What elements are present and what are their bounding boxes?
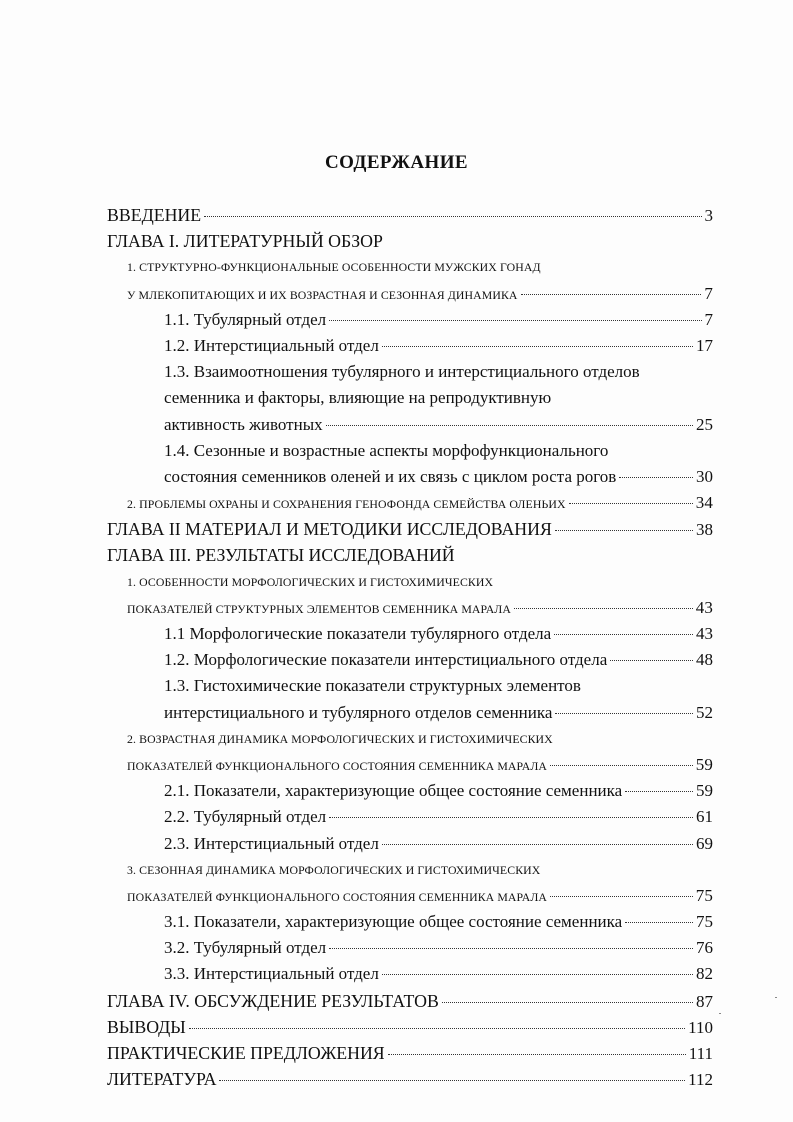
page-number: 7 <box>704 283 713 303</box>
page-number: 75 <box>696 912 713 932</box>
page-number: 34 <box>695 493 713 513</box>
toc-subsection[interactable]: 1.1 Морфологические показатели тубулярного отдела 43 <box>107 621 713 647</box>
scan-speck <box>775 997 777 998</box>
dot-leader <box>569 502 693 504</box>
toc-subsection[interactable]: 1.2. Интерстициальный отдел 17 <box>107 333 713 359</box>
toc-section-1-1-end[interactable]: У МЛЕКОПИТАЮЩИХ И ИХ ВОЗРАСТНАЯ И СЕЗОННАЯ ДИНАМИКА 7 <box>107 281 713 307</box>
page-number: 43 <box>696 624 713 643</box>
dot-leader <box>521 293 702 295</box>
toc-conclusions[interactable]: ВЫВОДЫ 110 <box>107 1014 713 1040</box>
toc-section-3-2-end[interactable]: ПОКАЗАТЕЛЕЙ ФУНКЦИОНАЛЬНОГО СОСТОЯНИЯ СЕМЕННИКА МАРАЛА 59 <box>107 752 713 778</box>
toc-subsection[interactable]: 3.1. Показатели, характеризующие общее состояние семенника 75 <box>107 909 713 935</box>
toc-section-3-1-end[interactable]: ПОКАЗАТЕЛЕЙ СТРУКТУРНЫХ ЭЛЕМЕНТОВ СЕМЕННИКА МАРАЛА 43 <box>107 595 713 621</box>
toc-subsection[interactable]: 2.1. Показатели, характеризующие общее состояние семенника 59 <box>107 778 713 804</box>
page-number: 43 <box>695 597 713 617</box>
dot-leader <box>550 895 693 897</box>
page-number: 61 <box>696 807 713 827</box>
toc-subsection[interactable]: состояния семенников оленей и их связь с циклом роста рогов 30 <box>107 464 713 490</box>
dot-leader <box>388 1053 686 1055</box>
toc-subsection[interactable]: 3.2. Тубулярный отдел 76 <box>107 935 713 961</box>
dot-leader <box>326 424 693 426</box>
page-number: 30 <box>696 466 713 486</box>
page-number: 75 <box>695 885 713 905</box>
page-number: 59 <box>696 781 713 801</box>
toc-subsection[interactable]: 2.2. Тубулярный отдел 61 <box>107 804 713 830</box>
dot-leader <box>189 1027 685 1029</box>
toc-subsection[interactable]: 3.3. Интерстициальный отдел 82 <box>107 961 713 987</box>
page-number: 112 <box>688 1070 713 1090</box>
toc-subsection-line: 1.4. Сезонные и возрастные аспекты морфофункционального <box>164 440 609 460</box>
dot-leader <box>555 529 693 531</box>
dot-leader <box>619 476 693 478</box>
toc-subsection[interactable]: 2.3. Интерстициальный отдел 69 <box>107 831 713 857</box>
dot-leader <box>514 607 693 609</box>
toc-subsection[interactable]: 1.1. Тубулярный отдел 7 <box>107 307 713 333</box>
page-number: 82 <box>696 964 713 984</box>
toc-practical-proposals[interactable]: ПРАКТИЧЕСКИЕ ПРЕДЛОЖЕНИЯ 111 <box>107 1040 713 1066</box>
toc-chapter-2[interactable]: ГЛАВА II МАТЕРИАЛ И МЕТОДИКИ ИССЛЕДОВАНИЯ 38 <box>107 516 713 542</box>
toc-chapter-3[interactable]: ГЛАВА III. РЕЗУЛЬТАТЫ ИССЛЕДОВАНИЙ <box>107 545 455 566</box>
page-number: 25 <box>696 414 713 434</box>
page-number: 76 <box>696 938 713 958</box>
dot-leader <box>625 790 693 792</box>
toc-subsection-line: 1.3. Гистохимические показатели структурных элементов <box>164 676 581 696</box>
page-number: 87 <box>696 991 713 1011</box>
page-number: 3 <box>704 206 713 225</box>
toc-subsection[interactable]: 1.2. Морфологические показатели интерстициального отдела 48 <box>107 647 713 673</box>
toc-chapter-4[interactable]: ГЛАВА IV. ОБСУЖДЕНИЕ РЕЗУЛЬТАТОВ 87 <box>107 988 713 1014</box>
dot-leader <box>204 215 701 217</box>
toc-entry-introduction[interactable]: ВВЕДЕНИЕ 3 <box>107 202 713 228</box>
toc-section-3-3: 3. СЕЗОННАЯ ДИНАМИКА МОРФОЛОГИЧЕСКИХ И ГИСТОХИМИЧЕСКИХ <box>127 862 541 877</box>
toc-subsection[interactable]: интерстициального и тубулярного отделов семенника 52 <box>107 700 713 726</box>
dot-leader <box>550 764 693 766</box>
dot-leader <box>555 712 693 714</box>
table-of-contents <box>107 202 713 1092</box>
toc-subsection[interactable]: активность животных 25 <box>107 412 713 438</box>
scan-speck <box>719 1013 721 1014</box>
dot-leader <box>219 1079 685 1081</box>
dot-leader <box>382 973 693 975</box>
dot-leader <box>329 947 693 949</box>
dot-leader <box>329 816 693 818</box>
page-number: 38 <box>696 520 713 540</box>
dot-leader <box>625 921 693 923</box>
dot-leader <box>442 1001 693 1003</box>
page-number: 52 <box>696 702 713 722</box>
dot-leader <box>329 319 701 321</box>
toc-literature[interactable]: ЛИТЕРАТУРА 112 <box>107 1066 713 1092</box>
toc-section-1-1: 1. СТРУКТУРНО-ФУНКЦИОНАЛЬНЫЕ ОСОБЕННОСТИ МУЖСКИХ ГОНАД <box>127 260 541 275</box>
toc-chapter-1[interactable]: ГЛАВА I. ЛИТЕРАТУРНЫЙ ОБЗОР <box>107 231 383 252</box>
toc-subsection-line: семенника и факторы, влияющие на репродуктивную <box>164 388 552 408</box>
toc-section-3-3-end[interactable]: ПОКАЗАТЕЛЕЙ ФУНКЦИОНАЛЬНОГО СОСТОЯНИЯ СЕМЕННИКА МАРАЛА 75 <box>107 883 713 909</box>
dot-leader <box>554 633 693 635</box>
toc-section-3-1: 1. ОСОБЕННОСТИ МОРФОЛОГИЧЕСКИХ И ГИСТОХИМИЧЕСКИХ <box>127 574 494 589</box>
page-title: СОДЕРЖАНИЕ <box>325 152 468 173</box>
page-number: 17 <box>696 335 713 355</box>
page-number: 110 <box>688 1017 713 1037</box>
page-number: 69 <box>696 833 713 853</box>
toc-subsection-line: 1.3. Взаимоотношения тубулярного и интерстициального отделов <box>164 362 640 382</box>
page-number: 48 <box>696 650 713 670</box>
dot-leader <box>382 345 693 347</box>
dot-leader <box>610 659 693 661</box>
dot-leader <box>382 843 693 845</box>
page-number: 59 <box>695 754 713 774</box>
toc-section-1-2[interactable]: 2. ПРОБЛЕМЫ ОХРАНЫ И СОХРАНЕНИЯ ГЕНОФОНДА СЕМЕЙСТВА ОЛЕНЬИХ 34 <box>107 490 713 516</box>
toc-section-3-2: 2. ВОЗРАСТНАЯ ДИНАМИКА МОРФОЛОГИЧЕСКИХ И ГИСТОХИМИЧЕСКИХ <box>127 731 553 746</box>
page-number: 111 <box>688 1044 713 1063</box>
page-number: 7 <box>704 309 713 329</box>
